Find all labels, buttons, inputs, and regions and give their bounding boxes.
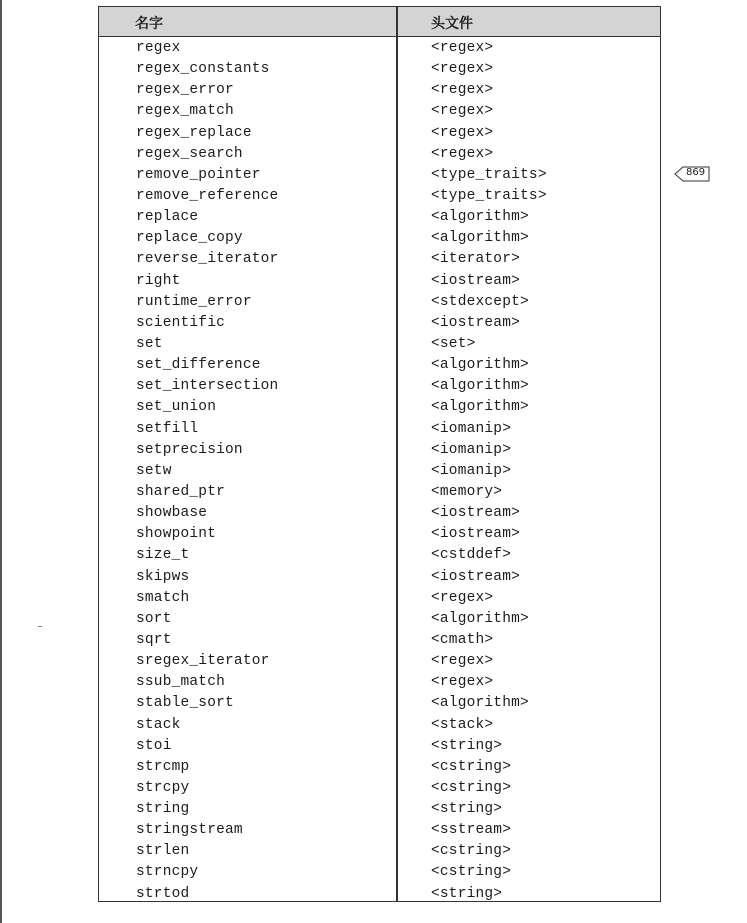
table-row <box>99 715 660 736</box>
table-row <box>99 249 660 270</box>
cell-header-file: <regex> <box>431 82 494 99</box>
table-row <box>99 736 660 757</box>
cell-header-file: <algorithm> <box>431 378 529 395</box>
table-row <box>99 440 660 461</box>
cell-name: string <box>136 801 190 818</box>
table-row <box>99 567 660 588</box>
cell-header-file: <iostream> <box>431 505 521 522</box>
cell-name: regex_replace <box>136 124 252 141</box>
cell-name: regex_match <box>136 103 234 120</box>
table-row <box>99 38 660 59</box>
cell-header-file: <cstring> <box>431 779 512 796</box>
cell-name: showbase <box>136 505 208 522</box>
table-row <box>99 503 660 524</box>
cell-header-file: <memory> <box>431 483 503 500</box>
cell-header-file: <sstream> <box>431 822 512 839</box>
cell-name: runtime_error <box>136 293 252 310</box>
table-row <box>99 207 660 228</box>
cell-name: ssub_match <box>136 674 226 691</box>
cell-header-file: <regex> <box>431 61 494 78</box>
cell-name: regex <box>136 40 181 56</box>
cell-name: size_t <box>136 547 190 564</box>
cell-name: replace_copy <box>136 230 243 247</box>
cell-name: stable_sort <box>136 695 234 712</box>
cell-name: right <box>136 272 181 289</box>
scan-speck <box>38 626 42 627</box>
table-row <box>99 820 660 841</box>
cell-header-file: <regex> <box>431 589 494 606</box>
cell-name: sregex_iterator <box>136 653 270 670</box>
cell-header-file: <cstring> <box>431 758 512 775</box>
table-row <box>99 334 660 355</box>
cell-header-file: <type_traits> <box>431 166 547 183</box>
cell-header-file: <regex> <box>431 145 494 162</box>
table-row <box>99 80 660 101</box>
cell-header-file: <string> <box>431 885 503 902</box>
table-row <box>99 799 660 820</box>
table-row <box>99 545 660 566</box>
cell-header-file: <type_traits> <box>431 187 547 204</box>
cell-name: strncpy <box>136 864 199 881</box>
cell-name: set <box>136 335 163 352</box>
table-row <box>99 228 660 249</box>
cell-name: reverse_iterator <box>136 251 279 268</box>
cell-header-file: <algorithm> <box>431 610 529 627</box>
table-row <box>99 482 660 503</box>
cell-name: strlen <box>136 843 190 860</box>
cell-header-file: <algorithm> <box>431 209 529 226</box>
cell-name: setprecision <box>136 441 243 458</box>
cell-header-file: <iostream> <box>431 272 521 289</box>
cell-header-file: <regex> <box>431 103 494 120</box>
cell-header-file: <algorithm> <box>431 695 529 712</box>
cell-header-file: <stack> <box>431 716 494 733</box>
column-header-header-file: 头文件 <box>431 16 473 32</box>
page-edge <box>0 0 2 923</box>
page-reference-marker <box>674 166 710 182</box>
cell-name: sort <box>136 610 172 627</box>
cell-name: remove_pointer <box>136 166 261 183</box>
cell-header-file: <iomanip> <box>431 420 512 437</box>
cell-header-file: <regex> <box>431 674 494 691</box>
cell-name: regex_constants <box>136 61 270 78</box>
cell-header-file: <iostream> <box>431 314 521 331</box>
table-body <box>99 38 660 905</box>
cell-header-file: <string> <box>431 801 503 818</box>
cell-name: strcpy <box>136 779 190 796</box>
table-row <box>99 376 660 397</box>
cell-name: strtod <box>136 885 190 902</box>
column-header-name: 名字 <box>135 16 163 32</box>
table-row <box>99 651 660 672</box>
cell-name: regex_error <box>136 82 234 99</box>
table-row <box>99 313 660 334</box>
cell-name: regex_search <box>136 145 243 162</box>
table-row <box>99 588 660 609</box>
cell-header-file: <cstring> <box>431 843 512 860</box>
table-row <box>99 355 660 376</box>
table-row <box>99 123 660 144</box>
page-reference-number: 869 <box>686 167 706 178</box>
cell-name: shared_ptr <box>136 483 226 500</box>
cell-header-file: <stdexcept> <box>431 293 529 310</box>
cell-name: set_difference <box>136 357 261 374</box>
cell-name: skipws <box>136 568 190 585</box>
cell-header-file: <set> <box>431 335 476 352</box>
cell-name: setw <box>136 462 172 479</box>
cell-name: stoi <box>136 737 172 754</box>
cell-name: setfill <box>136 420 199 437</box>
cell-header-file: <algorithm> <box>431 357 529 374</box>
cell-name: replace <box>136 209 199 226</box>
cell-name: remove_reference <box>136 187 279 204</box>
table-row <box>99 862 660 883</box>
table-row <box>99 630 660 651</box>
table-row <box>99 292 660 313</box>
table-row <box>99 841 660 862</box>
table-row <box>99 165 660 186</box>
table-row <box>99 101 660 122</box>
table-row <box>99 778 660 799</box>
cell-header-file: <algorithm> <box>431 230 529 247</box>
cell-header-file: <iterator> <box>431 251 521 268</box>
cell-header-file: <string> <box>431 737 503 754</box>
table-header-row <box>99 7 660 37</box>
table-row <box>99 884 660 905</box>
cell-name: showpoint <box>136 526 217 543</box>
table-row <box>99 524 660 545</box>
cell-name: sqrt <box>136 631 172 648</box>
cell-header-file: <algorithm> <box>431 399 529 416</box>
table-row <box>99 609 660 630</box>
cell-name: strcmp <box>136 758 190 775</box>
table-row <box>99 672 660 693</box>
table-row <box>99 461 660 482</box>
cell-name: stringstream <box>136 822 243 839</box>
cell-name: set_intersection <box>136 378 279 395</box>
cell-header-file: <cmath> <box>431 631 494 648</box>
cell-header-file: <iostream> <box>431 568 521 585</box>
cell-header-file: <cstddef> <box>431 547 512 564</box>
library-names-table <box>98 6 661 902</box>
table-row <box>99 144 660 165</box>
table-row <box>99 271 660 292</box>
cell-name: scientific <box>136 314 226 331</box>
cell-header-file: <cstring> <box>431 864 512 881</box>
cell-name: stack <box>136 716 181 733</box>
cell-header-file: <regex> <box>431 653 494 670</box>
table-row <box>99 693 660 714</box>
cell-header-file: <iomanip> <box>431 441 512 458</box>
table-row <box>99 757 660 778</box>
cell-header-file: <regex> <box>431 124 494 141</box>
cell-header-file: <iomanip> <box>431 462 512 479</box>
cell-header-file: <regex> <box>431 40 494 56</box>
table-row <box>99 186 660 207</box>
table-row <box>99 419 660 440</box>
cell-name: set_union <box>136 399 217 416</box>
table-row <box>99 59 660 80</box>
cell-header-file: <iostream> <box>431 526 521 543</box>
table-row <box>99 397 660 418</box>
cell-name: smatch <box>136 589 190 606</box>
